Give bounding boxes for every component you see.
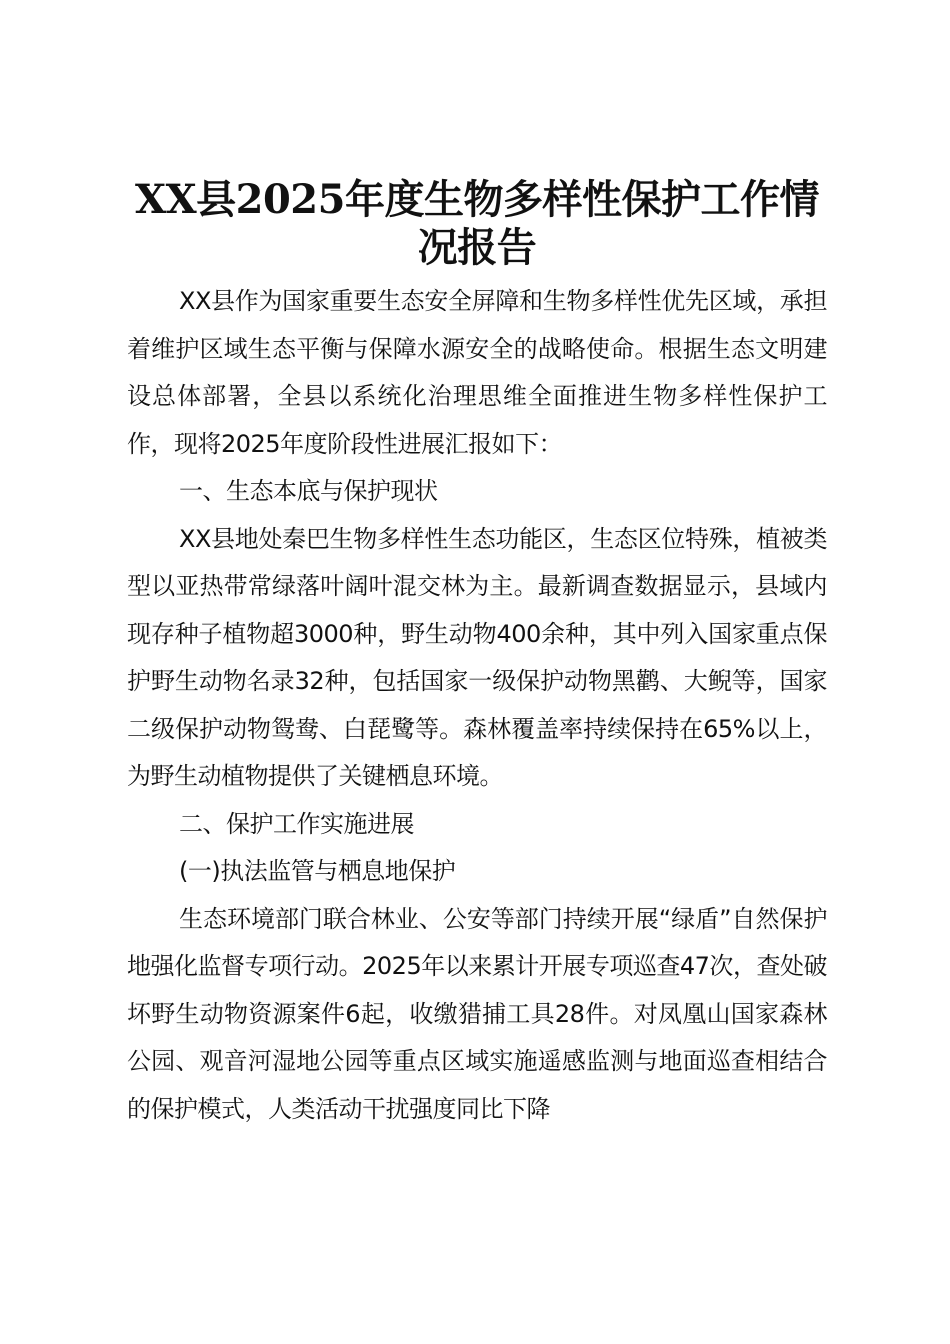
subsection-1-paragraph: 生态环境部门联合林业、公安等部门持续开展“绿盾”自然保护地强化监督专项行动。2025年以来累计开展专项巡查47次，查处破坏野生动物资源案件6起，收缴猎捕工具28件。对凤凰山国家森林公园、观音河湿地公园等重点区域实施遥感监测与地面巡查相结合的保护模式，人类活动干扰强度同比下降: [127, 904, 827, 1123]
document-page: [127, 176, 827, 1133]
title-line-1: XX县2025年度生物多样性保护工作情: [135, 176, 819, 223]
title-line-2: 况报告: [417, 224, 537, 271]
subsection-1-heading: (一)执法监管与栖息地保护: [179, 857, 456, 885]
section-1-paragraph: XX县地处秦巴生物多样性生态功能区，生态区位特殊，植被类型以亚热带常绿落叶阔叶混交林为主。最新调查数据显示，县域内现存种子植物超3000种，野生动物400余种，其中列入国家重点保护野生动物名录32种，包括国家一级保护动物黑鹳、大鲵等，国家二级保护动物鸳鸯、白琵鹭等。森林覆盖率持续保持在65%以上，为野生动植物提供了关键栖息环境。: [127, 524, 827, 790]
section-1-heading: 一、生态本底与保护现状: [179, 477, 438, 505]
document-title: [115, 176, 839, 272]
intro-paragraph: XX县作为国家重要生态安全屏障和生物多样性优先区域，承担着维护区域生态平衡与保障水源安全的战略使命。根据生态文明建设总体部署，全县以系统化治理思维全面推进生物多样性保护工作，现将2025年度阶段性进展汇报如下：: [127, 287, 827, 458]
section-2-heading: 二、保护工作实施进展: [179, 809, 414, 838]
